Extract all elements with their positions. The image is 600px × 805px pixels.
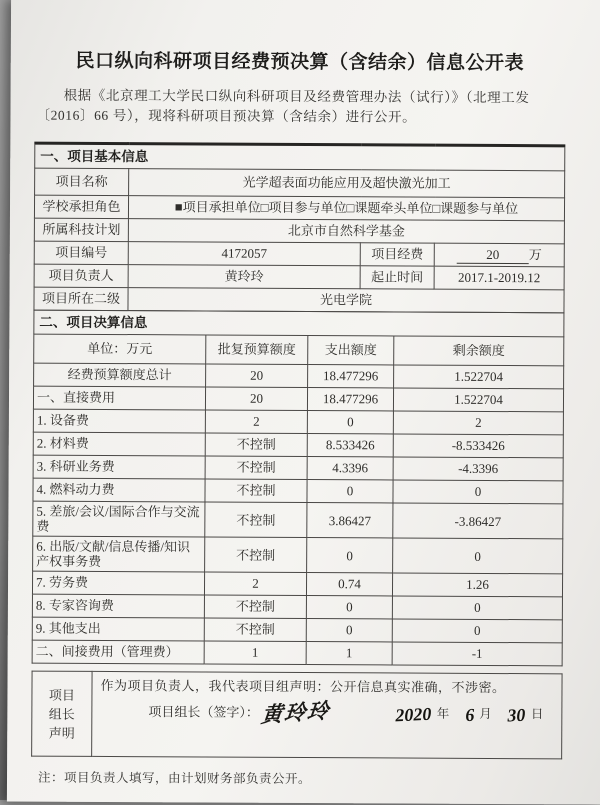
spent-value: 18.477296 (307, 388, 393, 411)
row-label: 一、直接费用 (33, 386, 205, 410)
date-month: 6 (464, 704, 475, 726)
row-label: 6. 出版/文献/信息传播/知识产权事务费 (33, 536, 205, 572)
budget-value: 20 (205, 387, 307, 411)
fund-label: 项目经费 (360, 243, 434, 266)
column-header-unit: 单位：万元 (34, 334, 206, 364)
declaration-label-line: 项目 (48, 687, 75, 703)
declaration-content (92, 671, 562, 758)
spent-value: 0 (307, 411, 393, 434)
page-title: 民口纵向科研项目经费预决算（含结余）信息公开表 (75, 50, 525, 75)
plan-value: 北京市自然科学基金 (128, 219, 564, 244)
fund-unit: 万 (528, 246, 542, 262)
budget-value: 不控制 (205, 479, 307, 503)
declaration-table (31, 671, 562, 760)
budget-value: 不控制 (205, 537, 307, 573)
fund-value-cell (434, 243, 564, 267)
scanned-paper-sheet (7, 0, 600, 805)
budget-value: 不控制 (205, 502, 307, 538)
spent-value: 0 (307, 538, 393, 573)
budget-value: 2 (204, 572, 306, 596)
budget-value: 不控制 (205, 433, 307, 457)
table-row (32, 571, 562, 597)
month-suffix: 月 (479, 706, 492, 721)
leader-label: 项目负责人 (34, 264, 128, 287)
table-row (34, 287, 564, 313)
form-content (31, 46, 565, 789)
row-label: 二、间接费用（管理费） (32, 640, 204, 664)
table-row (34, 195, 564, 221)
table-row (34, 264, 564, 290)
role-checkbox-value: ■项目承担单位□项目参与单位□课题牵头单位□课题参与单位 (128, 196, 564, 221)
table-row (33, 455, 563, 481)
role-label: 学校承担角色 (34, 195, 128, 218)
spent-value: 3.86427 (307, 503, 393, 538)
plan-label: 所属科技计划 (34, 218, 128, 241)
section1-header-row (35, 143, 565, 171)
section2-title: 二、项目决算信息 (34, 310, 564, 337)
declaration-statement: 作为项目负责人，我代表项目组声明：公开信息真实准确，不涉密。 (100, 677, 506, 696)
spent-value: 0.74 (306, 573, 392, 596)
table-row (32, 594, 562, 620)
remain-value: 0 (392, 619, 562, 643)
project-code-value: 4172057 (128, 242, 360, 266)
settlement-table (32, 310, 565, 667)
date-year: 2020 (395, 703, 433, 726)
row-label: 1. 设备费 (33, 409, 205, 433)
table-row (33, 501, 563, 539)
period-value: 2017.1-2019.12 (434, 266, 564, 290)
table-row (32, 617, 562, 643)
budget-value: 2 (205, 410, 307, 434)
fund-amount: 20 (457, 246, 529, 263)
project-name-value: 光学超表面功能应用及超快激光加工 (129, 169, 565, 198)
table-row (33, 536, 563, 574)
college-value: 光电学院 (128, 288, 564, 313)
spent-value: 0 (307, 480, 393, 503)
remain-value: 0 (393, 538, 563, 574)
budget-value: 20 (206, 364, 308, 388)
column-header-remain: 剩余额度 (394, 336, 564, 366)
leader-value: 黄玲玲 (128, 265, 360, 289)
spent-value: 18.477296 (308, 365, 394, 388)
table-row (33, 432, 563, 458)
handwritten-date (382, 703, 554, 726)
declaration-role-label (32, 671, 92, 756)
budget-value: 1 (204, 641, 306, 665)
section2-header-row (34, 310, 564, 337)
budget-value: 不控制 (204, 618, 306, 642)
day-suffix: 日 (530, 707, 544, 722)
basic-info-table (33, 142, 565, 314)
remain-value: -4.3396 (393, 457, 563, 481)
spent-value: 0 (306, 596, 392, 619)
row-label: 8. 专家咨询费 (32, 594, 204, 618)
budget-value: 不控制 (204, 595, 306, 619)
spent-value: 0 (306, 619, 392, 642)
table-row (32, 671, 562, 759)
date-day: 30 (507, 704, 527, 726)
year-suffix: 年 (436, 706, 450, 721)
section1-title: 一、项目基本信息 (35, 143, 565, 171)
row-label: 2. 材料费 (33, 432, 205, 456)
table-row (33, 386, 563, 412)
declaration-label-line: 组长 (48, 706, 75, 722)
table-row (34, 218, 564, 244)
signature-line (100, 698, 553, 728)
remain-value: 1.522704 (394, 365, 564, 389)
college-label: 项目所在二级 (34, 287, 128, 310)
period-label: 起止时间 (360, 266, 434, 289)
remain-value: 1.26 (392, 573, 562, 597)
table-row (33, 409, 563, 435)
table-row (34, 363, 564, 389)
remain-value: -8.533426 (393, 434, 563, 458)
handwritten-signature: 黄玲玲 (259, 698, 332, 728)
row-label: 9. 其他支出 (32, 617, 204, 641)
remain-value: 0 (393, 480, 563, 504)
spent-value: 8.533426 (307, 434, 393, 457)
footnote: 注：项目负责人填写，由计划财务部负责公开。 (37, 770, 312, 787)
table-row (35, 168, 565, 198)
sign-label: 项目组长（签字）： (148, 704, 259, 720)
remain-value: -3.86427 (393, 503, 563, 539)
spent-value: 4.3396 (307, 457, 393, 480)
row-label: 3. 科研业务费 (33, 455, 205, 479)
intro-paragraph: 根据《北京理工大学民口纵向科研项目及经费管理办法（试行）》（北理工发〔2016〕66 号），现将科研项目预决算（含结余）进行公开。 (36, 87, 530, 125)
remain-value: 0 (392, 596, 562, 620)
row-label: 5. 差旅/会议/国际合作与交流费 (33, 501, 205, 537)
table-row (33, 478, 563, 504)
settlement-column-headers (34, 334, 564, 366)
column-header-spent: 支出额度 (308, 336, 394, 365)
project-name-label: 项目名称 (35, 168, 129, 195)
row-label: 7. 劳务费 (32, 571, 204, 595)
remain-value: 1.522704 (393, 388, 563, 412)
declaration-label-line: 声明 (48, 725, 75, 741)
table-row (32, 640, 562, 666)
spent-value: 1 (306, 642, 392, 665)
column-header-budget: 批复预算额度 (206, 335, 308, 365)
row-label: 经费预算额度总计 (34, 363, 206, 387)
project-code-label: 项目编号 (34, 241, 128, 264)
remain-value: -1 (392, 642, 562, 666)
remain-value: 2 (393, 411, 563, 435)
table-row (34, 241, 564, 267)
budget-value: 不控制 (205, 456, 307, 480)
row-label: 4. 燃料动力费 (33, 478, 205, 502)
